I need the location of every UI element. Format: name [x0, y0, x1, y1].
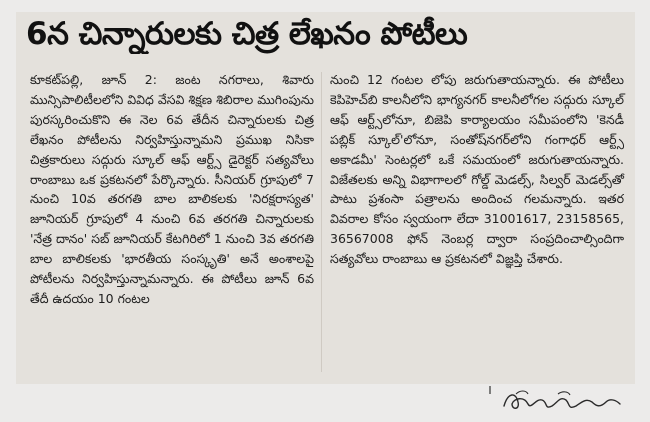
article-column-right: నుంచి 12 గంటల లోపు జరుగుతాయన్నారు. ఈ పోటీలు కెపిహెచ్‌బి కాలనీలోని భాగ్యనగర్ కాలనీలోగల సద్గురు స్కూల్ ఆఫ్ ఆర్ట్స్‌లోనూ, బిజెపి కార్యాలయం సమీపంలోని 'కెనడీ పబ్లిక్ స్కూల్'లోనూ, సంతోష్‌నగర్‌లోని గంగాధర్ ఆర్ట్స్ అకాడమీ' సెంటర్లలో ఒకే సమయంలో జరుగుతాయన్నారు. విజేతలకు అన్ని విభాగాలలో గోల్డ్ మెడల్స్, సిల్వర్ మెడల్స్‌తో పాటు ప్రశంసా పత్రాలను అందించ గలమన్నారు. ఇతర వివరాల కోసం స్వయంగా లేదా 31001617, 23158565, 36567008 ఫోన్ నెంబర్ల ద్వారా సంప్రదించాల్సిందిగా సత్యవోలు రాంబాబు ఆ ప్రకటనలో విజ్ఞప్తి చేశారు. — [330, 72, 624, 267]
column-divider — [321, 72, 322, 372]
article-headline: 6న చిన్నారులకు చిత్ర లేఖనం పోటీలు — [26, 16, 468, 52]
quote-mark-icon — [488, 386, 492, 396]
article-column-left: కూకట్‌పల్లి, జూన్ 2: జంట నగరాలు, శివారు మున్సిపాలిటీలలోని వివిధ వేసవి శిక్షణ శిబిరాల ముగింపును పురస్కరించుకొని ఈ నెల 6వ తేదీన చిన్నారులకు చిత్ర లేఖనం పోటీలను నిర్వహిస్తున్నామని ప్రముఖ నిసికా చిత్రకారులు సద్గురు స్కూల్ ఆఫ్ ఆర్ట్స్ డైరెక్టర్ సత్యవోలు రాంబాబు ఒక ప్రకటనలో పేర్కొన్నారు. సీనియర్ గ్రూపులో 7 నుంచి 10వ తరగతి బాల బాలికలకు 'నిరక్షరాస్యత' జూనియర్ గ్రూపులో 4 నుంచి 6వ తరగతి చిన్నారులకు 'నేత్ర దానం' సబ్ జూనియర్ కేటగిరిలో 1 నుంచి 3వ తరగతి బాల బాలికలకు 'భారతీయ సంస్కృతి' అనే అంశాలపై పోటీలను నిర్వహిస్తున్నామన్నారు. ఈ పోటీలు జూన్ 6వ తేదీ ఉదయం 10 గంటల — [30, 72, 314, 306]
newspaper-signature — [498, 388, 628, 414]
